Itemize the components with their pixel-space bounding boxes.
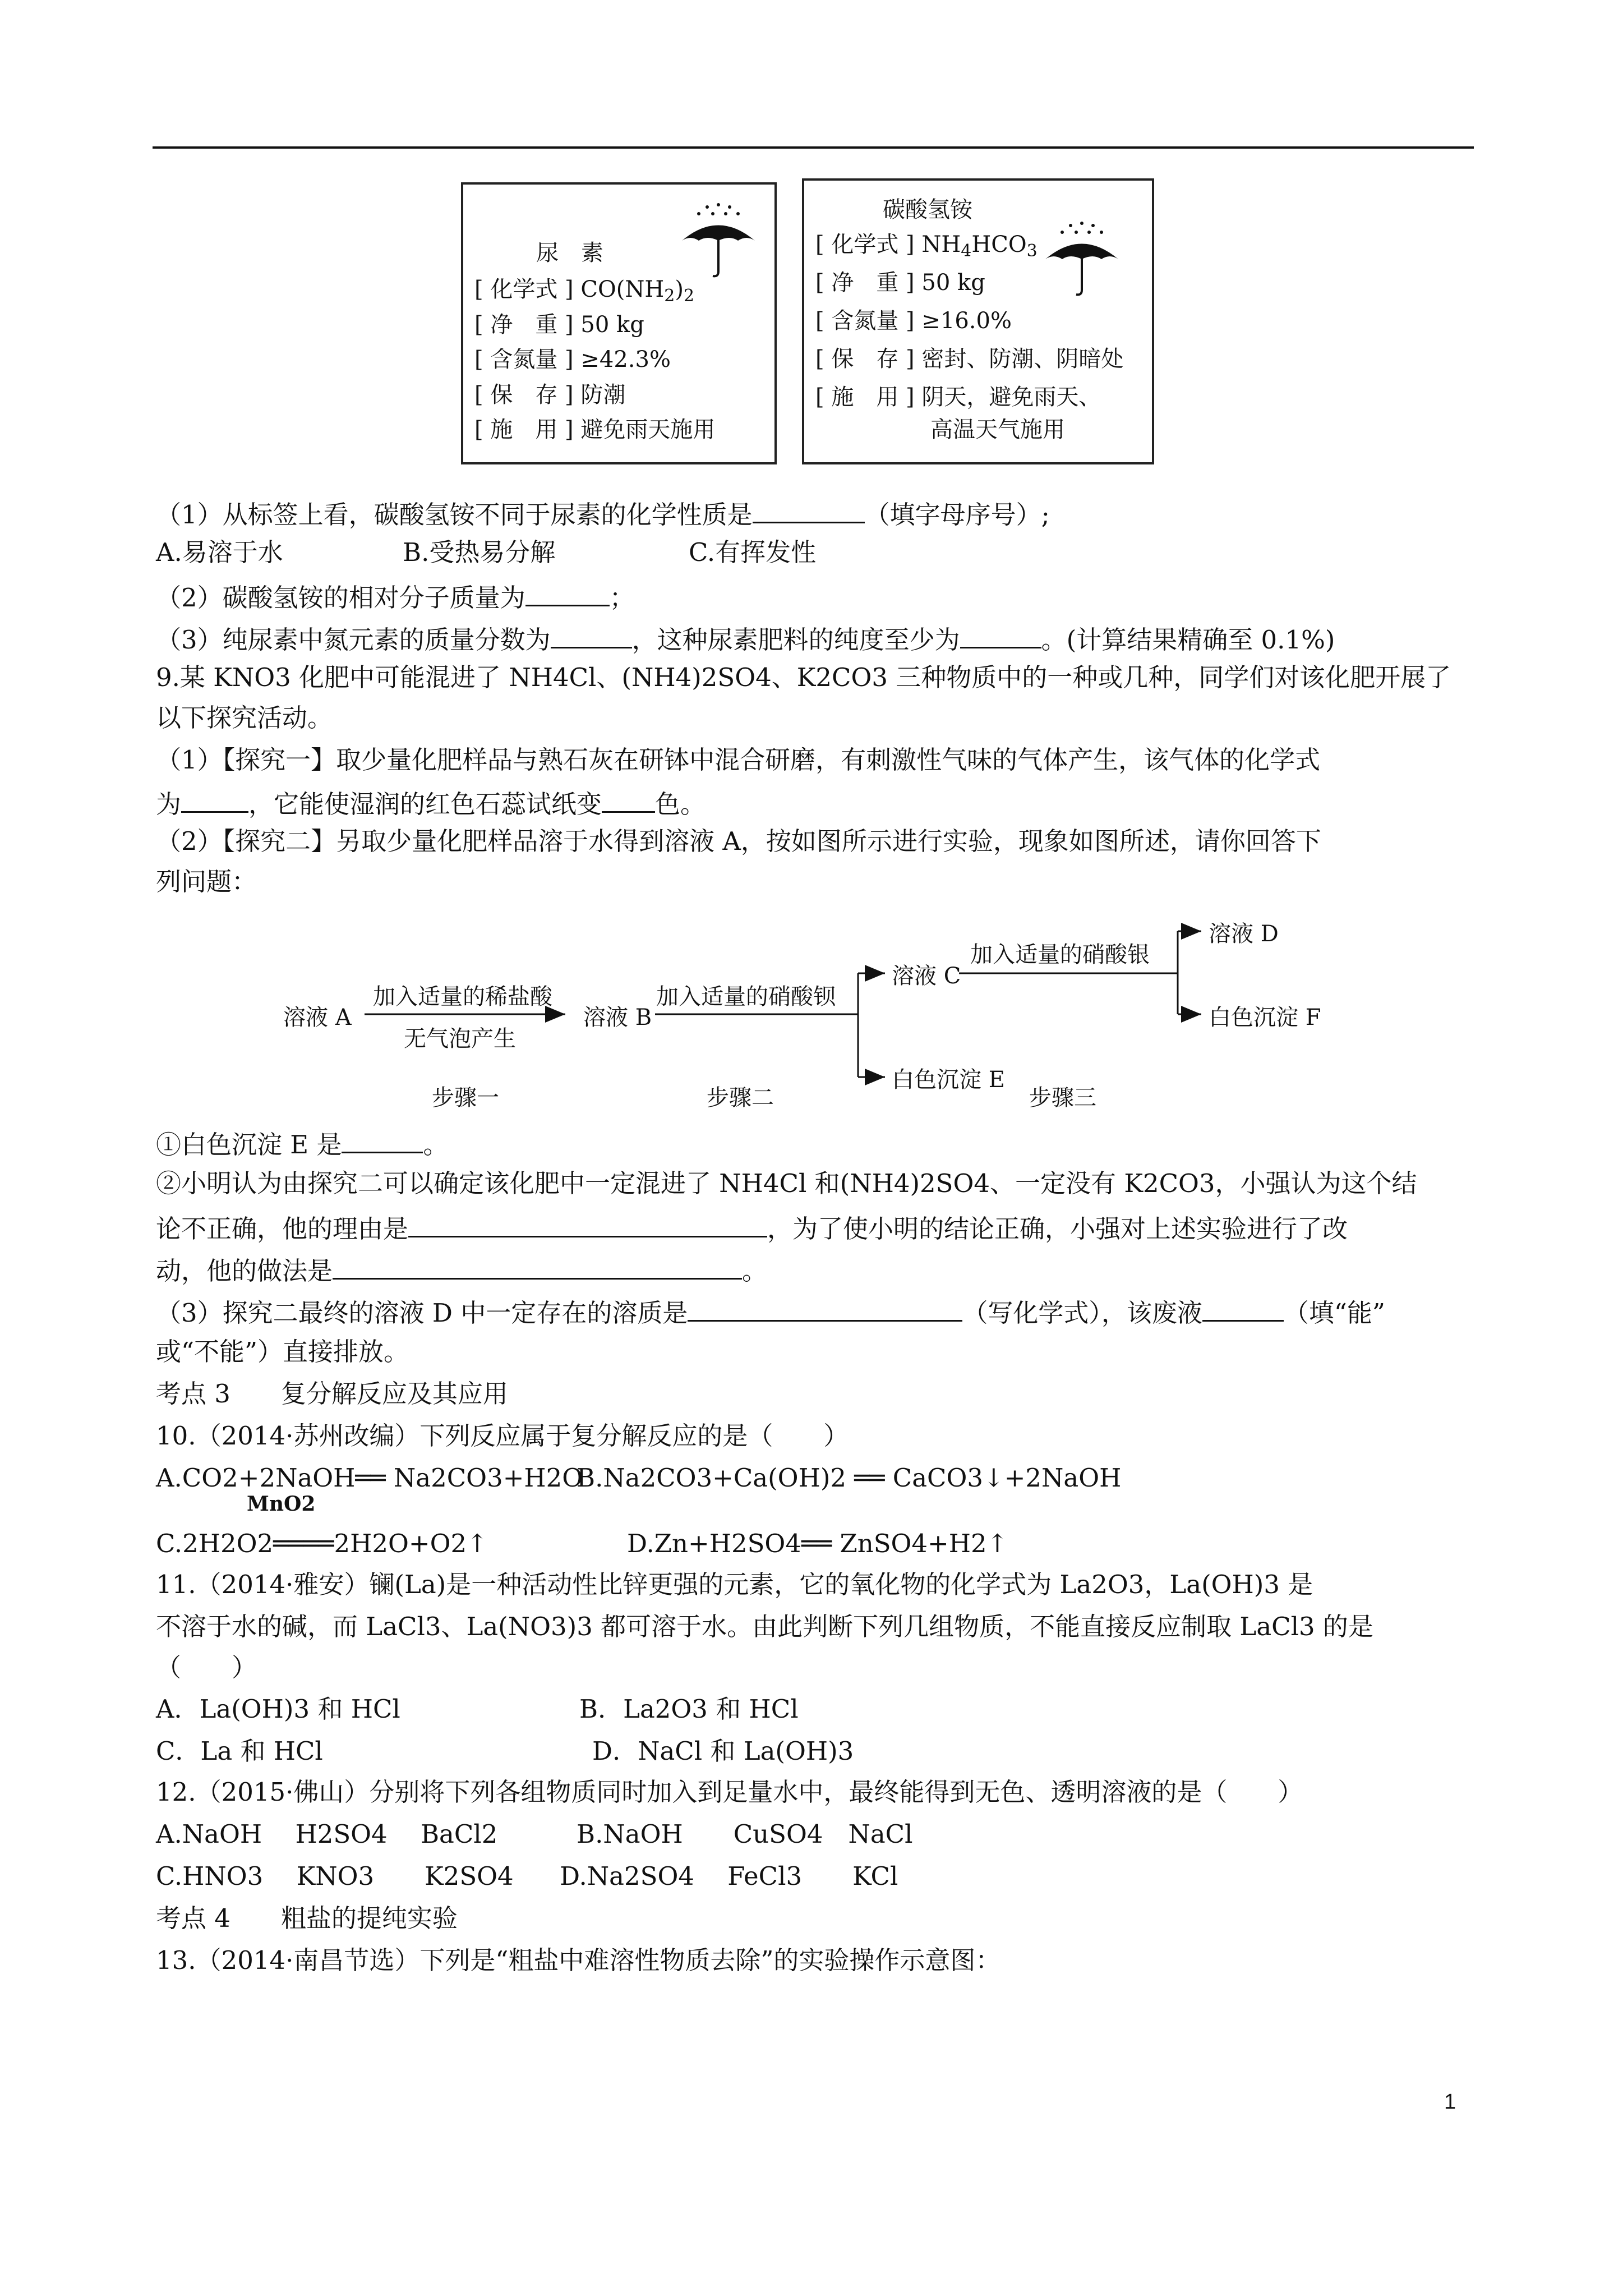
q9-explore2-line1: （2）【探究二】另取少量化肥样品溶于水得到溶液 A，按如图所示进行实验，现象如图所述，请你回答下 (156, 826, 1321, 856)
q9-explore1-line2: 为 ，它能使湿润的红色石蕊试纸变 色。 (156, 784, 706, 821)
q9-sub2-line1: ②小明认为由探究二可以确定该化肥中一定混进了 NH4Cl 和(NH4)2SO4、一定没有 K2CO3，小强认为这个结 (156, 1168, 1417, 1198)
keypoint-4-heading: 考点 4 粗盐的提纯实验 (156, 1903, 458, 1933)
q8-part1: （1）从标签上看，碳酸氢铵不同于尿素的化学性质是 （填字母序号）; (156, 495, 1050, 532)
bicarb-title: 碳酸氢铵 (883, 197, 972, 223)
flow-precipitate-f: 白色沉淀 F (1209, 1005, 1321, 1030)
q12-option-c[interactable]: C.HNO3 KNO3 K2SO4 (156, 1861, 514, 1891)
q8-option-a[interactable]: A.易溶于水 (156, 537, 283, 567)
answer-blank[interactable] (408, 1209, 767, 1237)
q8-option-b[interactable]: B.受热易分解 (403, 537, 556, 567)
q9-sub1: ①白色沉淀 E 是 。 (156, 1125, 448, 1162)
bicarb-row-formula: [ 化学式 ] $NH_4HCO_3$ (815, 232, 1038, 261)
q9-sub2-line3: 动，他的做法是 。 (156, 1251, 767, 1288)
urea-row-formula: [ 化学式 ] $CO(NH_2)_2$ (474, 277, 695, 306)
flow-step2-label: 步骤二 (707, 1085, 774, 1111)
urea-row-weight: [ 净 重 ] 50 kg (474, 312, 644, 338)
urea-row-storage: [ 保 存 ] 防潮 (474, 382, 626, 408)
flow-solution-b: 溶液 B (583, 1005, 652, 1030)
q11-stem-line1: 11.（2014·雅安）镧(La)是一种活动性比锌更强的元素，它的氧化物的化学式为 La2O3，La(OH)3 是 (156, 1570, 1313, 1599)
q9-explore1-line1: （1）【探究一】取少量化肥样品与熟石灰在研钵中混合研磨，有刺激性气味的气体产生，该气体的化学式 (156, 745, 1321, 775)
bicarb-row-use: [ 施 用 ] 阴天，避免雨天、 (815, 384, 1101, 410)
q12-stem: 12.（2015·佛山）分别将下列各组物质同时加入到足量水中，最终能得到无色、透明溶液的是（ ） (156, 1777, 1303, 1807)
q9-explore3-line2: 或“不能”）直接排放。 (156, 1337, 409, 1366)
q11-option-a[interactable]: A．La(OH)3 和 HCl (156, 1694, 400, 1724)
urea-title: 尿 素 (536, 240, 603, 266)
q11-option-d[interactable]: D．NaCl 和 La(OH)3 (592, 1736, 854, 1766)
q10-option-a[interactable]: A.CO2+2NaOH══ Na2CO3+H2O (156, 1463, 583, 1493)
q10-option-b[interactable]: B.Na2CO3+Ca(OH)2 ══ CaCO3↓+2NaOH (577, 1463, 1122, 1493)
q9-explore2-line2: 列问题： (156, 867, 257, 896)
flow-solution-d: 溶液 D (1209, 921, 1279, 947)
q10-option-c[interactable]: C.2H2O2════2H2O+O2↑ (156, 1529, 488, 1558)
flow-step1-reagent: 加入适量的稀盐酸 (373, 984, 552, 1010)
q10-catalyst: MnO2 (247, 1492, 316, 1516)
flow-solution-c: 溶液 C (892, 963, 961, 989)
q9-stem-line2: 以下探究活动。 (156, 703, 333, 733)
flow-step1-observation: 无气泡产生 (404, 1026, 516, 1052)
flow-precipitate-e: 白色沉淀 E (892, 1067, 1005, 1093)
flow-step3-reagent: 加入适量的硝酸银 (970, 942, 1150, 968)
q9-sub2-line2: 论不正确，他的理由是 ，为了使小明的结论正确，小强对上述实验进行了改 (156, 1209, 1348, 1246)
flow-step2-reagent: 加入适量的硝酸钡 (656, 984, 836, 1010)
answer-blank[interactable] (688, 1293, 962, 1322)
q8-option-c[interactable]: C.有挥发性 (689, 537, 817, 567)
bicarb-row-weight: [ 净 重 ] 50 kg (815, 270, 985, 296)
bicarb-row-storage: [ 保 存 ] 密封、防潮、阴暗处 (815, 346, 1124, 372)
answer-blank[interactable] (1202, 1293, 1284, 1322)
q8-part3: （3）纯尿素中氮元素的质量分数为 ，这种尿素肥料的纯度至少为 。(计算结果精确至 0.1%) (156, 620, 1335, 657)
q12-option-b[interactable]: B.NaOH CuSO4 NaCl (577, 1819, 913, 1849)
q10-stem: 10.（2014·苏州改编）下列反应属于复分解反应的是（ ） (156, 1421, 849, 1451)
q11-option-c[interactable]: C．La 和 HCl (156, 1736, 323, 1766)
q8-part2: （2）碳酸氢铵的相对分子质量为 ； (156, 578, 635, 615)
keypoint-3-heading: 考点 3 复分解反应及其应用 (156, 1379, 508, 1409)
flow-step3-label: 步骤三 (1029, 1085, 1096, 1111)
urea-row-nitrogen: [ 含氮量 ] ≥42.3% (474, 347, 671, 372)
answer-blank[interactable] (342, 1125, 423, 1153)
flow-solution-a: 溶液 A (283, 1005, 352, 1030)
q9-stem-line1: 9.某 KNO3 化肥中可能混进了 NH4Cl、(NH4)2SO4、K2CO3 三种物质中的一种或几种，同学们对该化肥开展了 (156, 662, 1451, 692)
page-number: 1 (1444, 2090, 1456, 2114)
q12-option-d[interactable]: D.Na2SO4 FeCl3 KCl (560, 1861, 898, 1891)
bicarb-row-nitrogen: [ 含氮量 ] ≥16.0% (815, 308, 1012, 334)
q9-explore3-line1: （3）探究二最终的溶液 D 中一定存在的溶质是 （写化学式），该废液 （填“能” (156, 1293, 1385, 1330)
urea-row-use: [ 施 用 ] 避免雨天施用 (474, 417, 716, 443)
bicarb-row-use-cont: 高温天气施用 (930, 417, 1065, 443)
q13-stem: 13.（2014·南昌节选）下列是“粗盐中难溶性物质去除”的实验操作示意图： (156, 1945, 1001, 1975)
flow-step1-label: 步骤一 (432, 1085, 499, 1111)
q11-option-b[interactable]: B．La2O3 和 HCl (579, 1694, 799, 1724)
q11-stem-line2: 不溶于水的碱，而 LaCl3、La(NO3)3 都可溶于水。由此判断下列几组物质，不能直接反应制取 LaCl3 的是 (156, 1612, 1373, 1641)
q11-stem-line3: （ ） (156, 1653, 257, 1682)
q12-option-a[interactable]: A.NaOH H2SO4 BaCl2 (156, 1819, 498, 1849)
answer-blank[interactable] (333, 1251, 742, 1280)
q10-option-d[interactable]: D.Zn+H2SO4══ ZnSO4+H2↑ (627, 1529, 1008, 1558)
